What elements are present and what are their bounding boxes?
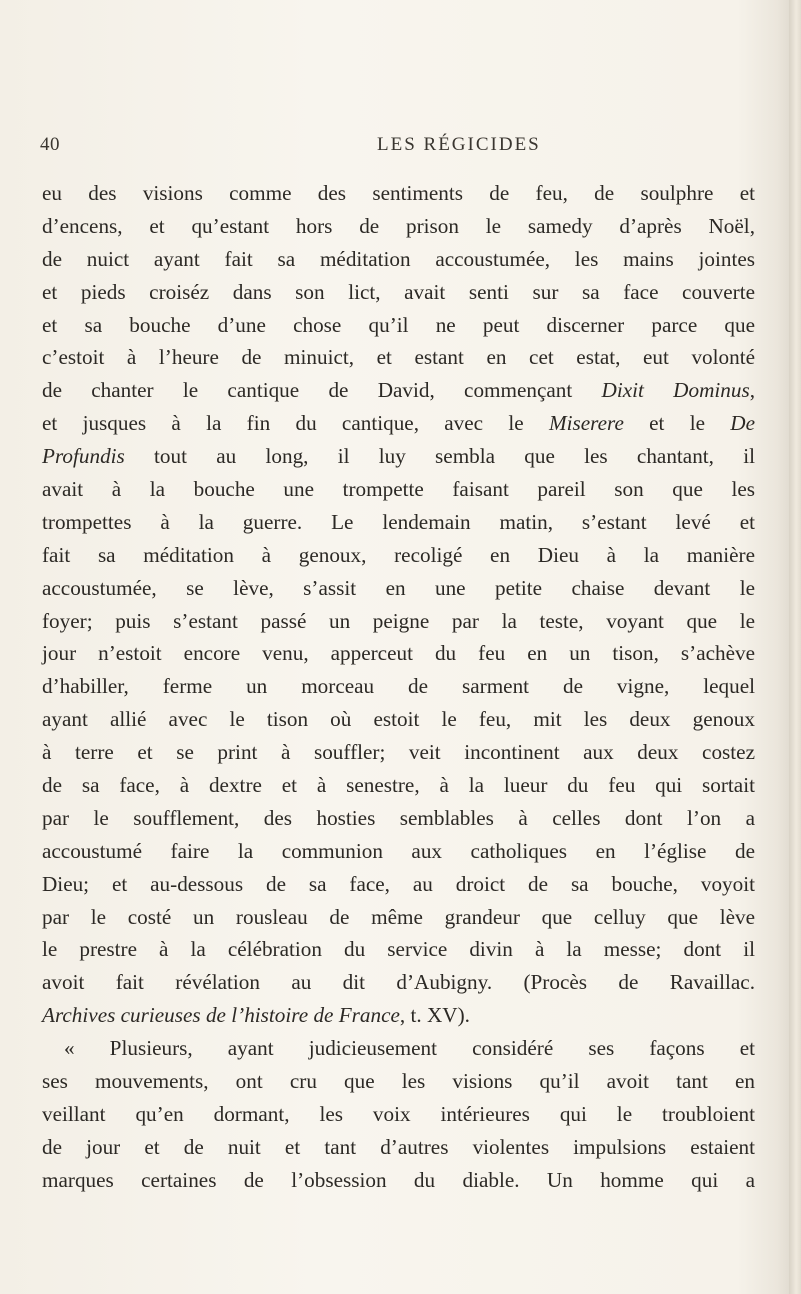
text-line [42,177,755,210]
text-run: veillant qu’en dormant, les voix intérieures qui le troubloient [42,1101,755,1126]
text-run: et le [623,411,731,436]
text-run: « Plusieurs, ayant judicieusement considéré ses façons et [64,1036,755,1061]
text-line [42,999,755,1032]
text-line [42,539,755,572]
text-line [42,703,755,736]
text-run: de chanter le cantique de David, commençant [42,378,602,403]
text-line [42,901,755,934]
text-run: marques certaines de l’obsession du diable. Un homme qui a [42,1167,755,1192]
italic-text: Dixit Dominus [601,378,750,403]
text-line [42,309,755,342]
text-run: accoustumé faire la communion aux catholiques en l’église de [42,838,755,863]
text-run: eu des visions comme des sentiments de feu, de soulphre et [42,181,755,205]
text-line [42,605,755,638]
text-run: avoit fait révélation au dit d’Aubigny. (Procès de Ravaillac. [42,970,755,995]
text-line [42,966,755,999]
text-run: avait à la bouche une trompette faisant pareil son que les [42,477,755,502]
text-run: d’encens, et qu’estant hors de prison le samedy d’après Noël, [42,213,755,238]
text-line [42,637,755,670]
page-edge [789,0,801,1294]
text-run: trompettes à la guerre. Le lendemain matin, s’estant levé et [42,509,755,534]
text-line [42,473,755,506]
body-text [42,177,755,1197]
text-line [42,210,755,243]
text-run: Dieu; et au-dessous de sa face, au droict de sa bouche, voyoit [42,871,755,896]
text-run: à terre et se print à souffler; veit incontinent aux deux costez [42,740,755,765]
text-run: par le soufflement, des hosties semblables à celles dont l’on a [42,805,755,830]
text-line [42,933,755,966]
text-line [42,802,755,835]
text-run: accoustumée, se lève, s’assit en une petite chaise devant le [42,575,755,600]
text-line [42,407,755,440]
italic-text: Archives curieuses de l’histoire de France [42,1003,400,1028]
text-line [42,506,755,539]
text-line [42,276,755,309]
text-line [42,1032,755,1065]
text-run: fait sa méditation à genoux, recoligé en Dieu à la manière [42,542,755,567]
text-run: par le costé un rousleau de même grandeur que celluy que lève [42,904,755,929]
text-line [42,572,755,605]
text-run: , [749,378,755,403]
text-line [42,440,755,473]
text-line [42,736,755,769]
text-run: de sa face, à dextre et à senestre, à la lueur du feu qui sortait [42,773,755,798]
italic-text: Profundis [42,444,125,469]
text-run: d’habiller, ferme un morceau de sarment de vigne, lequel [42,674,755,699]
text-line [42,341,755,374]
text-line [42,374,755,407]
text-run: tout au long, il luy sembla que les chantant, il [124,444,755,469]
text-line [42,670,755,703]
text-line [42,1098,755,1131]
text-run: ses mouvements, ont cru que les visions qu’il avoit tant en [42,1069,755,1094]
text-run: c’estoit à l’heure de minuict, et estant en cet estat, eut volonté [42,345,755,370]
text-line [42,243,755,276]
text-line [42,868,755,901]
text-run: et pieds croiséz dans son lict, avait senti sur sa face couverte [42,279,755,304]
text-line [42,835,755,868]
text-line [42,1065,755,1098]
text-run: le prestre à la célébration du service divin à la messe; dont il [42,937,755,962]
italic-text: De [730,411,755,436]
page-number: 40 [40,134,60,155]
text-run: , t. XV). [399,1003,470,1028]
italic-text: Miserere [548,411,624,436]
text-run: et sa bouche d’une chose qu’il ne peut discerner parce que [42,312,755,337]
text-line [42,1131,755,1164]
text-run: foyer; puis s’estant passé un peigne par la teste, voyant que le [42,608,755,633]
text-run: et jusques à la fin du cantique, avec le [42,411,549,436]
page-header [0,134,801,158]
text-run: de jour et de nuit et tant d’autres violentes impulsions estaient [42,1134,755,1159]
text-run: ayant allié avec le tison où estoit le feu, mit les deux genoux [42,707,755,732]
text-run: de nuict ayant fait sa méditation accoustumée, les mains jointes [42,246,755,271]
running-title: LES RÉGICIDES [377,134,541,155]
text-line [42,1164,755,1197]
text-run: jour n’estoit encore venu, apperceut du feu en un tison, s’achève [42,641,755,666]
text-line [42,769,755,802]
